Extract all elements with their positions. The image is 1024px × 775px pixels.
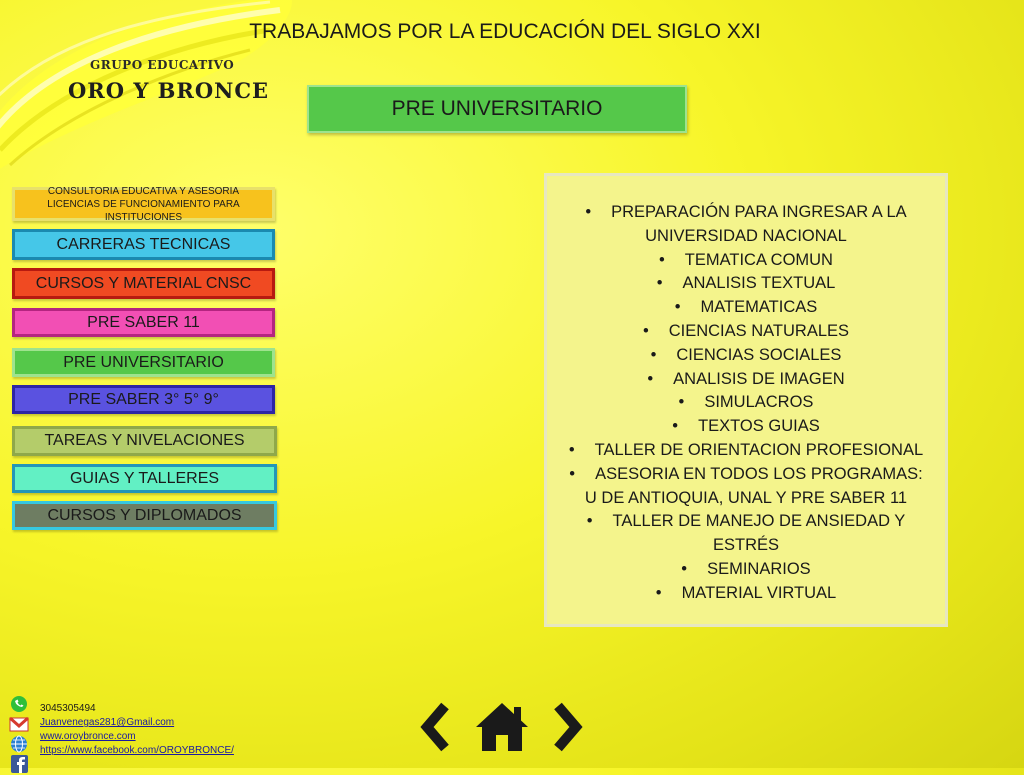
- facebook-link[interactable]: https://www.facebook.com/OROYBRONCE/: [40, 745, 234, 756]
- brand-name: ORO Y BRONCE: [68, 78, 270, 103]
- list-item: • ASESORIA EN TODOS LOS PROGRAMAS: U DE ANTIOQUIA, UNAL Y PRE SABER 11: [565, 463, 927, 511]
- menu-cursos-cnsc-button[interactable]: CURSOS Y MATERIAL CNSC: [12, 268, 275, 299]
- content-panel: [544, 173, 948, 627]
- list-item: • TEXTOS GUIAS: [565, 415, 927, 439]
- list-item: • SEMINARIOS: [565, 558, 927, 582]
- list-item: • CIENCIAS NATURALES: [565, 320, 927, 344]
- list-item: • TEMATICA COMUN: [565, 249, 927, 273]
- section-title-banner: PRE UNIVERSITARIO: [307, 85, 687, 133]
- list-item: • SIMULACROS: [565, 391, 927, 415]
- globe-icon: [8, 735, 30, 753]
- menu-consultoria-button[interactable]: CONSULTORIA EDUCATIVA Y ASESORIA LICENCIAS DE FUNCIONAMIENTO PARA INSTITUCIONES: [12, 187, 275, 221]
- menu-guias-talleres-button[interactable]: GUIAS Y TALLERES: [12, 464, 277, 493]
- list-item: • PREPARACIÓN PARA INGRESAR A LA UNIVERSIDAD NACIONAL: [565, 201, 927, 249]
- contact-icons: [8, 695, 34, 775]
- whatsapp-icon: [8, 695, 30, 713]
- list-item: • MATERIAL VIRTUAL: [565, 582, 927, 606]
- facebook-icon: [8, 755, 30, 773]
- list-item: • TALLER DE MANEJO DE ANSIEDAD Y ESTRÉS: [565, 510, 927, 558]
- gmail-icon: [8, 715, 30, 733]
- email-link[interactable]: Juanvenegas281@Gmail.com: [40, 717, 175, 728]
- contact-info: [40, 702, 234, 758]
- program-list: [547, 176, 945, 606]
- list-item: • ANALISIS TEXTUAL: [565, 272, 927, 296]
- list-item: • TALLER DE ORIENTACION PROFESIONAL: [565, 439, 927, 463]
- page-title: TRABAJAMOS POR LA EDUCACIÓN DEL SIGLO XXI: [249, 20, 761, 43]
- brand-subtitle: GRUPO EDUCATIVO: [90, 58, 235, 72]
- list-item: • MATEMATICAS: [565, 296, 927, 320]
- prev-button[interactable]: [415, 700, 455, 754]
- website-link[interactable]: www.oroybronce.com: [40, 731, 136, 742]
- list-item: • ANALISIS DE IMAGEN: [565, 368, 927, 392]
- menu-pre-saber-11-button[interactable]: PRE SABER 11: [12, 308, 275, 337]
- next-button[interactable]: [548, 700, 588, 754]
- list-item: • CIENCIAS SOCIALES: [565, 344, 927, 368]
- menu-pre-universitario-button[interactable]: PRE UNIVERSITARIO: [12, 348, 275, 377]
- phone-number: 3045305494: [40, 703, 96, 714]
- menu-cursos-diplomados-button[interactable]: CURSOS Y DIPLOMADOS: [12, 501, 277, 530]
- chevron-left-icon: [417, 702, 453, 752]
- home-button[interactable]: [472, 700, 532, 754]
- chevron-right-icon: [550, 702, 586, 752]
- home-icon: [474, 701, 530, 753]
- menu-carreras-tecnicas-button[interactable]: CARRERAS TECNICAS: [12, 229, 275, 260]
- menu-tareas-nivelaciones-button[interactable]: TAREAS Y NIVELACIONES: [12, 426, 277, 456]
- menu-pre-saber-3-5-9-button[interactable]: PRE SABER 3° 5° 9°: [12, 385, 275, 414]
